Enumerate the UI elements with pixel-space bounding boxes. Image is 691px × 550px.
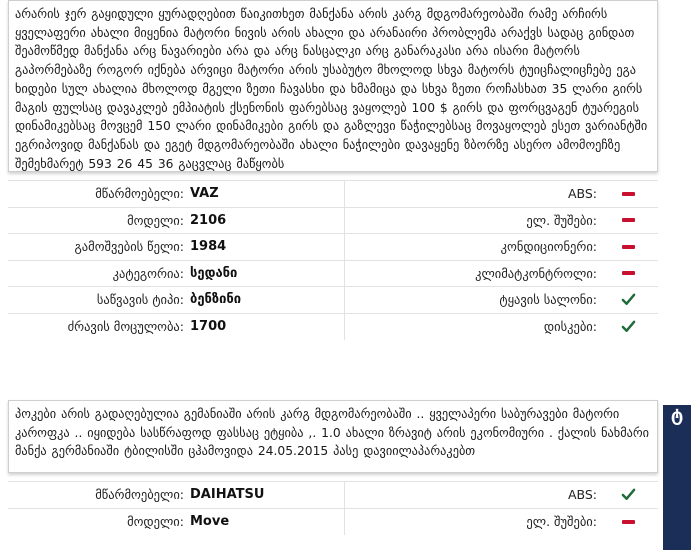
spec-value: 1984 (190, 239, 227, 255)
feature-label: ელ. შუშები: (526, 212, 597, 228)
spec-label: ძრავის მოცულობა: (67, 319, 184, 335)
no-dash-icon (599, 218, 658, 222)
spec-row-model (8, 509, 658, 536)
spec-table (8, 481, 658, 550)
checkmark-icon (599, 292, 658, 307)
spec-row-manufacturer (8, 181, 658, 208)
spec-label: მოდელი: (127, 514, 184, 530)
spec-label: გამოშვების წელი: (74, 239, 184, 255)
side-banner[interactable] (663, 405, 691, 550)
feature-label: ABS: (567, 186, 597, 202)
side-banner-text: ტ (670, 405, 684, 426)
feature-label: ABS: (567, 487, 597, 503)
spec-row-category (8, 261, 658, 288)
no-dash-icon (599, 245, 658, 249)
spec-row-model (8, 208, 658, 235)
spec-row-engine (8, 314, 658, 341)
checkmark-icon (599, 319, 658, 334)
checkmark-icon (599, 487, 658, 502)
spec-label: კატეგორია: (112, 265, 184, 281)
spec-label: საწვავის ტიპი: (96, 292, 184, 308)
feature-label: კლიმატკონტროლი: (475, 265, 597, 281)
listing-description: პოკები არის გადაღებულია გემანიაში არის კარგ მდგომარეობაში .. ყველაპერი საბურავები მატორი კაროფკა .. იყიდება სასწრაფოდ ფასსაც ეტყიბა ,. 1.0 ახალი ზრავიტ არის ეკონომიური . ქალის ნახმარი მანქა გერმანიაში ტბილისში ცჰამოვიდა 24.05.2015 პასე დავიილაპარაკებთ (8, 400, 658, 473)
spec-row-manufacturer (8, 482, 658, 509)
car-listing-daihatsu (8, 400, 658, 550)
car-listing-vaz (8, 0, 658, 345)
spec-table (8, 180, 658, 345)
spec-row-fuel (8, 287, 658, 314)
no-dash-icon (599, 271, 658, 275)
spec-label: მოდელი: (127, 212, 184, 228)
feature-label: ელ. შუშები: (526, 514, 597, 530)
spec-value: სედანი (190, 265, 238, 281)
feature-label: ტყავის სალონი: (499, 292, 597, 308)
spec-value: ბენზინი (190, 292, 242, 308)
spec-row-year (8, 234, 658, 261)
feature-label: დისკები: (543, 319, 597, 335)
no-dash-icon (599, 520, 658, 524)
no-dash-icon (599, 192, 658, 196)
spec-value: Move (190, 514, 230, 530)
spec-value: 1700 (190, 319, 227, 335)
spec-value: 2106 (190, 212, 227, 228)
listing-description: არარის ჯერ გაყიდული ყურადღებით წაიკითხეთ მანქანა არის კარგ მდგომარეობაში რამე არჩირს ყველაფერი ახალი მიყენია მატორი ნივის არის ახალი და არანაირი პრობლემა არაქვს სადაც გინდათ შეამოწმედ მანქანა არც ნავარიები არა და არც ნასცალკი არც განარაკასი არა ისარი მატორს გაპორმებაზე როგორ იქნება არვიცი მატორი არის უსაბუტო მხოლოდ სხვა მატორს ტუიცჩალიცჩებე ეგა ხიდები სულ ახალია მხოლოდ მგელი ზეთი ჩავასხი და ხმამიცა და სხვა ზეთი როჩასხათ 35 ლარი გირს მაგის ფულსაც დავაკლებ ემპიატის ქსენონის ფარებსაც ვაყოლებ 100 $ გირს და ფორცვაგენ ტუარეგის დინამიკებსაც მოვცემ 150 ლარი დინამიკები გირს და გაზლევი წაჭილებსაც მოვაყოლებ ესეთ ვარიანტში ეგრიპოვიდ მანქანას და ეგეტ მდგომარეობაში ახალი ნაჭილები დავაყენე ზბორზე ასერო ამომოეჩზე შემეხმარეტ 593 26 45 36 გაცვლაც მაწყობს (8, 0, 658, 172)
spec-value: VAZ (190, 186, 219, 202)
spec-label: მწარმოებელი: (95, 186, 184, 202)
feature-label: კონდიციონერი: (500, 239, 597, 255)
spec-value: DAIHATSU (190, 487, 265, 503)
spec-label: მწარმოებელი: (95, 487, 184, 503)
